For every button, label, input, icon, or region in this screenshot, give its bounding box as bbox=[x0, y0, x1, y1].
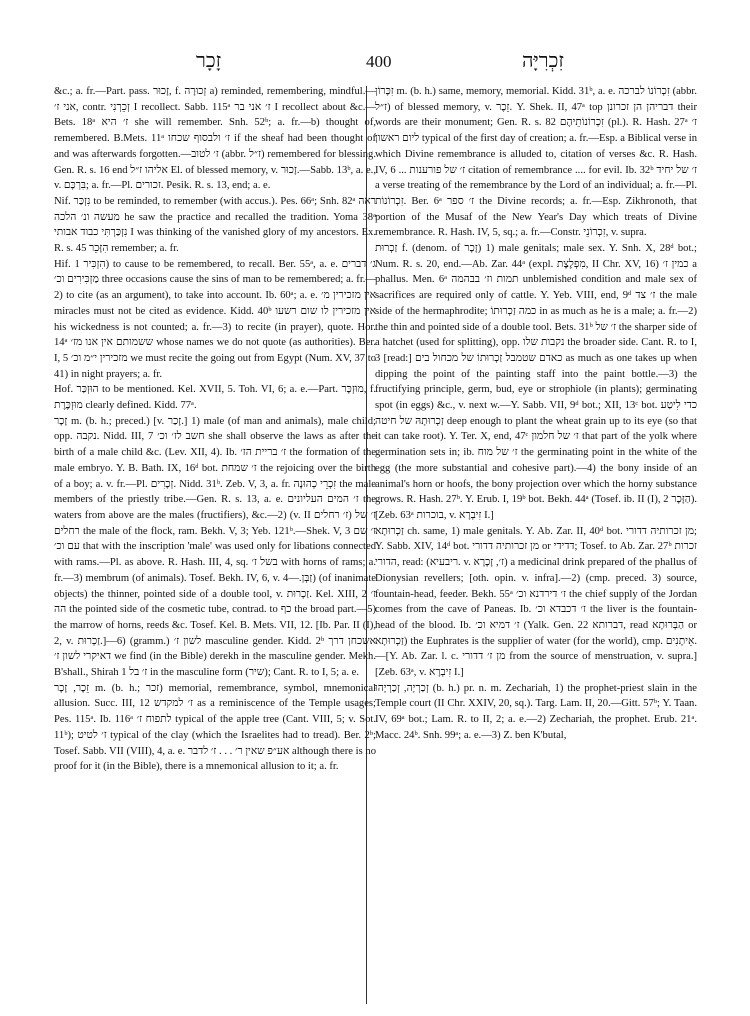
running-header bbox=[60, 48, 700, 78]
header-right-word: זִכְרִיָּה bbox=[522, 50, 564, 72]
entry-zakhrutha: זַכְרוּתָא ch. same, 1) male genitals. Y. Ab. Zar. II, 40ᵈ bot. מן זכרותיה דדורי; Y. Sabb. XIV, 14ᵈ bot. מן זכרותיה דדורי or דדידי; Tosef. to Ab. Zar. 27ᵇ זכרות הדורי, read: (ריבעיא. v. ז׳, זָכָרָא) a medicinal drink prepared of the phallus of Dionysian revellers; [oth. opin. v. infra].—2) (cmp. preced. 3) source, fountain-head, feeder. Bekh. 55ᵃ ז׳ דירדנא וכ׳ the chief supply of the Jordan comes from the cave of Paneas. Ib. ז׳ דכבדא וכ׳ the liver is the fountain-head of the blood. Ib. ז׳ דמיא וכ׳ (Yalk. Gen. 22 דברותא, read הַבְּרוּתָא or זַכְרוּתָא) the Euphrates is the supplier of water (for the world), cmp. אֵיתָנִים.—[Y. Ab. Zar. l. c. מן ז׳ דדורי from the source of menstruation, v. supra.] [Zeb. 63ᵃ, v. זִיבְרָא I.] bbox=[375, 525, 697, 679]
entry-zikkaron: זִכָּרוֹן m. (b. h.) same, memory, memorial. Kidd. 31ᵇ, a. e. זִכְרוֹנוֹ לברכה (abbr. ז״ל) of blessed memory, v. זֵכֶר. Y. Shek. II, 47ᵃ top דבריהן הן זכרונן their words are their monument; Gen. R. s. 82 זִכְרוֹנוֹתֵיהֶם (pl.). R. Hash. 27ᵃ ז׳ ליום ראשון typical of the first day of creation; a. fr.—Esp. a Biblical verse in which Divine remembrance is alluded to, citation of verses &c. R. Hash. IV, 6 ... ז׳ של פורענות citation of remembrance .... for evil. Ib. 32ᵇ ז׳ של יחיד a verse treating of the remembrance by the Lord of an individual; a. fr.—Pl. זִכְרוֹנוֹת. Ber. 6ᵃ ז׳ ספר the Divine records; a. fr.—Esp. Zikhronoth, that portion of the Musaf of the New Year's Day which treats of Divine remembrance. R. Hash. IV, 5, sq.; a. fr.—Constr. זִכְרוֹנֵי, v. supra. bbox=[375, 86, 697, 239]
entry-part-pass: &c.; a. fr.—Part. pass. זָכוּר, f. זְכוּרָה a) reminded, remembering, mindful.—אני ז׳, contr. זְכֵרְנִי I recollect. Sabb. 115ᵃ ז׳ אני בר I recollect about &c.—Bets. 18ᵃ ז׳ היא she will remember. Snh. 52ᵇ; a. fr.—b) thought of, remembered. B.Mets. 11ᵃ ז׳ ולבסוף שכחו if the sheaf had been thought of and was afterwards forgotten.—ז׳ לטוב (abbr. ז״ל) remembered for blessing. Gen. R. s. 16 end אליהו ז״ל El. of blessed memory, v. זָכוּר.—Sabb. 13ᵇ, a. e., v. בִּרְכָּם; a. fr.—Pl. זכורים. Pesik. R. s. 13, end; a. e. bbox=[54, 86, 376, 192]
entry-hof: Hof. הוּזְכַּר to be mentioned. Kel. XVII, 5. Toh. VI, 6; a. e.—Part. מוּזְכָּר, f. מוּזְכֶּרֶת clearly defined. Kidd. 77ᵃ. bbox=[54, 384, 376, 412]
entry-zechariah: זְכַרְיָה, זְכַרְיָהוּ (b. h.) pr. n. m. Zechariah, 1) the prophet-priest slain in the Temple court (II Chr. XXIV, 20, sq.). Targ. Lam. II, 20.—Gitt. 57ᵇ; Y. Taan. IV, 69ᵃ bot.; Lam. R. to II, 2; a. e.—2) Zechariah, the prophet. Erub. 21ᵃ. Macc. 24ᵇ. Snh. 99ᵃ; a. e.—3) Z. ben K'butal, bbox=[375, 682, 697, 741]
entry-zakhruth: זַכְרוּת f. (denom. of זָכָר) 1) male genitals; male sex. Y. Snh. X, 28ᵈ bot.; Num. R. s. 20, end.—Ab. Zar. 44ᵃ (expl. מִפְלֶצֶת, II Chr. XV, 16) כמין ז׳ a phallus. Men. 6ᵃ תמות וז׳ בבהמה unblemished condition and male sex of sacrifices are required only of cattle. Y. Yeb. VIII, end, 9ᵈ ז׳ צד the male side of the hermaphrodite; כמה זַכְרוּתוֹ in as much as he is a male; a. fr.—2) the thin and pointed side of a double tool. Bets. 31ᵇ ז׳ של the sharper side of a hatchet (used for splitting), opp. נקבות שלו the broader side. Cant. R. to I, 3 [read:] כאדם שטמבל זַכְרוּתוֹ של מכחול בים as much as one takes up when dipping the point of the painting staff into the paint bottle.—3) the fructifying principle, germ, bud, eye or strophiole (in plants); germinating spot (in eggs) &c., v. next w.—Y. Sabb. VII, 9ᵈ bot.; XII, 13ᶜ bot. כדי לִיטַע זַכְרוּתָהּ של חיטה deep enough to plant the wheat grain up to its eye (so that it can take root). Y. Ter. X, end, 47ᶜ ז׳ של חלמון that part of the yolk where germination sets in; ib. ז׳ של מוח the germinating point in the white of the egg (the more substantial and cohesive part).—4) the bony inside of an animal's horn or hoofs, the bony projection over which the horny substance grows. R. Hash. 27ᵇ. Y. Erub. I, 19ᵇ bot. Bekh. 44ᵃ (Tosef. ib. II (I), 2 הַזָּכָר). [Zeb. 63ᵃ בוכרות, v. זִיבְרָא I.] bbox=[375, 243, 697, 521]
header-left-word: זָכָר bbox=[196, 50, 222, 72]
page-number: 400 bbox=[366, 52, 392, 71]
entry-hif: Hif. הִזְכִּיר 1) to cause to be remembered, to recall. Ber. 55ᵃ, a. e. ג׳ דברים מַזְכִּירִים וכ׳ three occasions cause the sins of man to be remembered; a. fr.—2) to cite (as an argument), to take into account. Ib. 60ᵃ; a. e. אין מזכירין מ׳ miracles must not be cited as evidence. Kidd. 40ᵇ אין מזכירין לו שום רשעו his wickedness is not counted; a. fr.—3) to recite (in prayer), quote. Hor. 14ᵃ ששמותם אין אנו מז׳ whose names we do not quote (as authorities). Ber. I, 5 מזכירין י״מ וכ׳ we must recite the going out from Egypt (Num. XV, 37 to 41) in night prayers; a. fr. bbox=[54, 258, 376, 380]
entry-nif: Nif. נִזְכַּר to be reminded, to remember (with accus.). Pes. 66ᵃ; Snh. 82ᵃ ראה מעשה ונ׳ הלכה he saw the practice and recalled the tradition. Yoma 38ᵃ נִזְכַּרְתִּי כבוד אבותי I was thinking of the vanished glory of my ancestors. Ex. R. s. 45 הִזָּכֵר remember; a. fr. bbox=[54, 195, 376, 255]
right-column bbox=[375, 84, 697, 1004]
entry-zekher: זֵכֶר, זָכָר m. (b. h.; זכר) memorial, remembrance, symbol, mnemonical allusion. Succ. III, 12 ז׳ למקדש as a reminiscence of the Temple usages; Pes. 115ᵃ. Ib. 116ᵃ לתפוח ז׳ typical of the apple tree (Cant. VIII, 5; v. Sot. 11ᵇ); ז׳ לטיט typical of the clay (which the Israelites had to tread). Ber. 2ᵇ; Tosef. Sabb. VII (VIII), 4, a. e. אע״פ שאין ר׳ . . . ז׳ לדבר although there is no proof for it (in the Bible), there is a mnemonical allusion to it; a. fr. bbox=[54, 682, 376, 773]
entry-zakhar: זָכָר m. (b. h.; preced.) [v. זָכַר.] 1) male (of man and animals), male child; opp. נקבה. Nidd. III, 7 חשב לז׳ וכ׳ she shall observe the laws as after the birth of a male child &c. (Lev. XII, 4). Ib. ז׳ בריית הז׳ the formation of the male embryo. Y. B. Bath. IX, 16ᵈ bot. ז׳ שמחת the rejoicing over the birth of a boy; a. v. fr.—Pl. זְכָרִים. Nidd. 31ᵇ. Zeb. V, 3, a. fr. זִכְרֵי כְהוּנָה the male members of the priestly tribe.—Gen. R. s. 13, a. e. ז׳ המים העליונים the waters from above are the males (fructifiers), &c.—2) (v. II ז׳ רחלים) ז׳ של רחלים the male of the flock, ram. Bekh. V, 3; Yeb. 121ᵇ.—Shek. V, 3 ז׳ שם עם וכ׳ that with the inscription 'male' was used only for libations connected with rams.—Pl. as above. R. Hash. III, 4, sq. בשל ז׳ with horns of rams; a. fr.—3) membrum (of animals). Tosef. Bekh. IV, 6, v. זַבְּן.—4) (of inanimate objects) the thinner, pointed side of a double tool, v. זַכְרוּת. Kel. XIII, 2 ז׳ הה the pointed side of the cosmetic tube, contrad. to כף the broad part.—5) the marrow of horns, reeds &c. Tosef. Kel. B. Mets. VII, 12. [Ib. Par. II (I), 2, v. זַכְרוּת.]—6) (gramm.) לשון ז׳ masculine gender. Kidd. 2ᵇ אשכחן דרך דאיקרי לשון ז׳ we find (in the Bible) derekh in the masculine gender. Mekh. B'shall., Shirah 1 ז׳ בל in the masculine form (שיר); Cant. R. to I, 5; a. e. bbox=[54, 415, 376, 679]
left-column bbox=[54, 84, 376, 1004]
